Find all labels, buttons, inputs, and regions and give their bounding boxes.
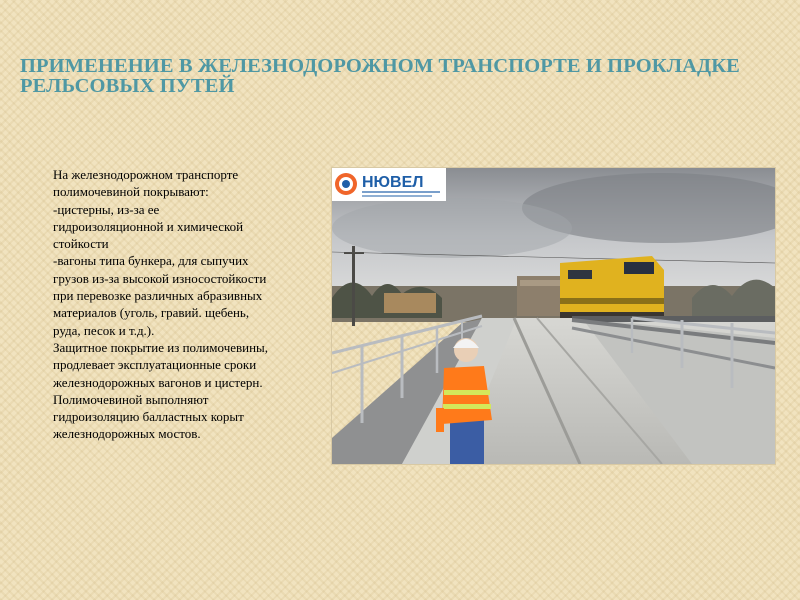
paragraph-protection: Защитное покрытие из полимочевины, продлевает эксплуатационные сроки железнодорожных вагонов и цистерн. Полимочевиной выполняют гидроизоляцию балластных корыт железнодорожных мостов. [53,339,269,442]
paragraph-coatings: На железнодорожном транспорте полимочевиной покрывают: -цистерны, из-за ее гидроизоляционной и химической стойкости -вагоны типа бункера, для сыпучих грузов из-за высокой износостойкости при перевозке различных абразивных материалов (уголь, гравий. щебень, руда, песок и т.д.). [53,167,267,338]
slide-title: ПРИМЕНЕНИЕ В ЖЕЛЕЗНОДОРОЖНОМ ТРАНСПОРТЕ И ПРОКЛАДКЕ РЕЛЬСОВЫХ ПУТЕЙ [20,55,740,97]
railway-bridge-photo [332,168,775,464]
slide-body-text [53,166,318,443]
logo-wordmark: НЮВЕЛ [362,174,424,191]
nuvel-logo [332,168,446,201]
